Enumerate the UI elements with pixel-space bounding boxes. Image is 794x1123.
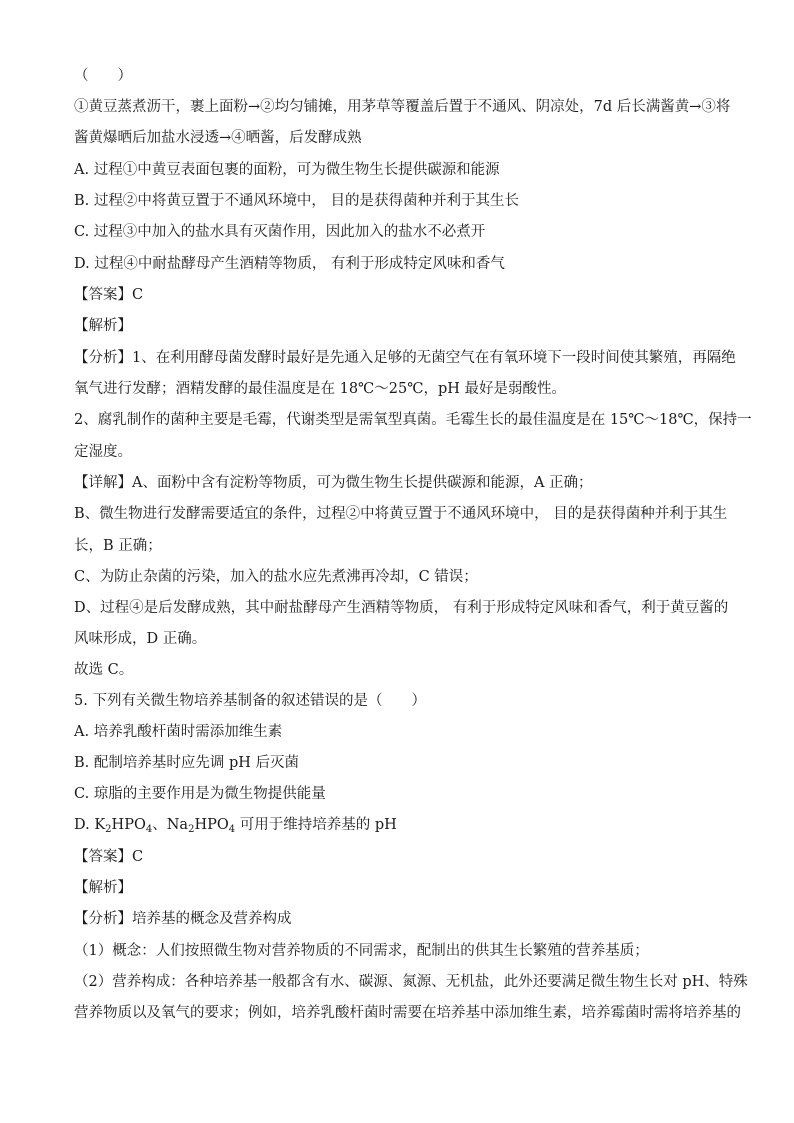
option-c: C. 过程③中加入的盐水具有灭菌作用，因此加入的盐水不必煮开 — [74, 224, 486, 240]
conclusion: 故选 C。 — [74, 662, 134, 678]
q5-option-a: A. 培养乳酸杆菌时需添加维生素 — [74, 724, 283, 740]
subscript: 2 — [105, 824, 112, 835]
option-a: A. 过程①中黄豆表面包裹的面粉，可为微生物生长提供碳源和能源 — [74, 162, 500, 178]
option-b: B. 过程②中将黄豆置于不通风环境中， 目的是获得菌种并利于其生长 — [74, 193, 519, 209]
analysis-text-line-3: 2、腐乳制作的菌种主要是毛霉，代谢类型是需氧型真菌。毛霉生长的最佳温度是在 15℃～18℃，保持一 — [74, 412, 752, 428]
analysis-text-line-2: 氧气进行发酵；酒精发酵的最佳温度是在 18℃～25℃，pH 最好是弱酸性。 — [74, 381, 566, 397]
analysis-text-line-4: 定湿度。 — [74, 444, 132, 460]
question-5-stem: 5. 下列有关微生物培养基制备的叙述错误的是（ ） — [74, 693, 426, 709]
q5-analysis-line-1: 【分析】培养基的概念及营养构成 — [74, 911, 292, 927]
detail-line-5: D、过程④是后发酵成熟，其中耐盐酵母产生酒精等物质， 有利于形成特定风味和香气，利于黄豆酱的 — [74, 600, 729, 616]
answer-label: 【答案】C — [74, 287, 144, 303]
q5-analysis-line-4: 营养物质以及氧气的要求；例如，培养乳酸杆菌时需要在培养基中添加维生素，培养霉菌时需将培养基的 — [74, 1005, 741, 1021]
q5-answer-label: 【答案】C — [74, 849, 144, 865]
analysis-text-line-1: 【分析】1、在利用酵母菌发酵时最好是先通入足够的无菌空气在有氧环境下一段时间使其繁殖，再隔绝 — [74, 350, 736, 366]
question-bracket: （ ） — [74, 68, 132, 84]
detail-line-3: 长，B 正确； — [74, 538, 162, 554]
analysis-label: 【解析】 — [74, 318, 132, 334]
detail-line-4: C、为防止杂菌的污染，加入的盐水应先煮沸再冷却，C 错误； — [74, 569, 478, 585]
detail-line-6: 风味形成，D 正确。 — [74, 631, 207, 647]
q5-option-d-part: HPO — [111, 817, 146, 833]
q5-analysis-line-3: （2）营养构成：各种培养基一般都含有水、碳源、氮源、无机盐，此外还要满足微生物生长对 pH、特殊 — [74, 974, 748, 990]
subscript: 4 — [228, 824, 236, 835]
option-d: D. 过程④中耐盐酵母产生酒精等物质， 有利于形成特定风味和香气 — [74, 256, 505, 272]
detail-line-1: 【详解】A、面粉中含有淀粉等物质，可为微生物生长提供碳源和能源，A 正确； — [74, 475, 593, 491]
q5-option-d-part: D. K — [74, 817, 106, 833]
subscript: 2 — [188, 824, 195, 835]
question-stem-line-2: 酱黄爆晒后加盐水浸透→④晒酱，后发酵成熟 — [74, 130, 362, 146]
q5-option-d — [74, 815, 722, 835]
q5-option-b: B. 配制培养基时应先调 pH 后灭菌 — [74, 755, 300, 771]
q5-analysis-label: 【解析】 — [74, 880, 132, 896]
q5-option-d-part: 可用于维持培养基的 pH — [235, 817, 397, 833]
q5-option-d-part: 、Na — [152, 817, 189, 833]
subscript: 4 — [145, 824, 153, 835]
q5-option-d-part: HPO — [194, 817, 229, 833]
q5-option-c: C. 琼脂的主要作用是为微生物提供能量 — [74, 786, 326, 802]
question-stem-line-1: ①黄豆蒸煮沥干，裹上面粉→②均匀铺摊，用茅草等覆盖后置于不通风、阴凉处，7d 后长满酱黄→③将 — [74, 99, 731, 115]
q5-analysis-line-2: （1）概念：人们按照微生物对营养物质的不同需求，配制出的供其生长繁殖的营养基质； — [74, 943, 649, 959]
detail-line-2: B、微生物进行发酵需要适宜的条件，过程②中将黄豆置于不通风环境中， 目的是获得菌种并利于其生 — [74, 506, 728, 522]
